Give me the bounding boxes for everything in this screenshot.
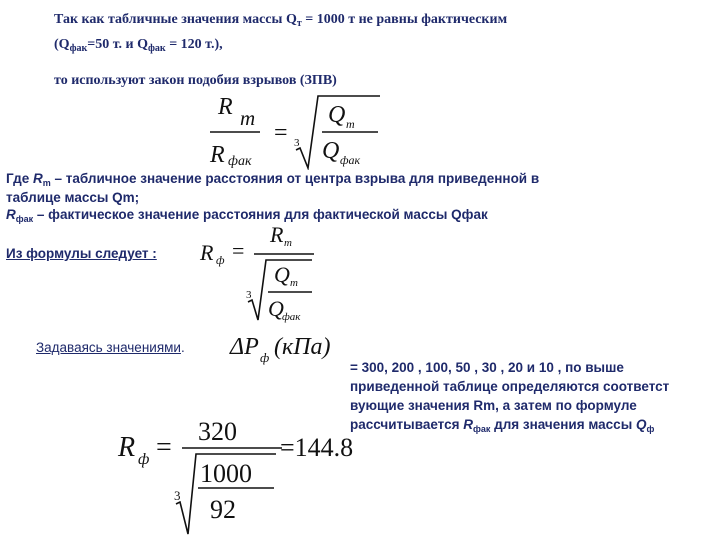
svg-text:R: R bbox=[218, 94, 233, 120]
svg-text:Q: Q bbox=[328, 102, 346, 128]
svg-text:3: 3 bbox=[174, 488, 181, 503]
svg-text:1000: 1000 bbox=[200, 459, 252, 488]
svg-text:m: m bbox=[346, 117, 355, 131]
svg-text:фак: фак bbox=[228, 154, 252, 169]
definition-rfak: $R_{фак}$ – фактическое значение расстояния для фактической массы Qфак bbox=[6, 207, 488, 224]
svg-text:92: 92 bbox=[210, 495, 236, 524]
heading-line-1: Так как табличные значения массы $Q_т = 1000$ т не равны фактическим bbox=[54, 12, 508, 29]
svg-text:Q: Q bbox=[322, 138, 340, 164]
svg-text:m: m bbox=[284, 237, 292, 249]
svg-text:320: 320 bbox=[198, 417, 237, 446]
svg-text:ф: ф bbox=[260, 350, 270, 365]
svg-text:фак: фак bbox=[282, 311, 301, 323]
definition-rm: Где $R_m$ – табличное значение расстояния от центра взрыва для приведенной в таблице массы Qm; bbox=[6, 171, 540, 205]
svg-text:=: = bbox=[274, 120, 288, 146]
svg-text:(кПа): (кПа) bbox=[274, 334, 331, 360]
svg-text:R: R bbox=[200, 240, 214, 265]
svg-text:=144.8: =144.8 bbox=[280, 433, 354, 462]
svg-text:фак: фак bbox=[340, 153, 361, 167]
given-label: Задаваясь значениями. bbox=[36, 340, 185, 355]
rphi-calculation-formula bbox=[116, 410, 356, 538]
svg-text:Q: Q bbox=[268, 296, 284, 321]
svg-text:=: = bbox=[156, 432, 172, 463]
svg-text:R: R bbox=[210, 142, 225, 168]
heading-line-2: ($Q_{фак}=50$ т. и $Q_{фак} = 120$ т.), bbox=[54, 37, 223, 54]
svg-text:R: R bbox=[118, 432, 136, 463]
svg-text:3: 3 bbox=[294, 137, 300, 149]
svg-text:ф: ф bbox=[216, 253, 225, 267]
svg-text:=: = bbox=[232, 238, 245, 263]
svg-text:R: R bbox=[270, 222, 284, 247]
heading-line-3: то используют закон подобия взрывов (ЗПВ) bbox=[54, 73, 337, 88]
svg-text:3: 3 bbox=[246, 289, 252, 301]
explanation-paragraph: = 300, 200 , 100, 50 , 30 , 20 и 10 , по выше приведенной таблице определяются соответст вующие значения Rm, а затем по формуле рассчитывается $R_{фак}$ для значения массы $Q_ф$ bbox=[350, 360, 670, 434]
svg-text:ф: ф bbox=[138, 451, 150, 468]
rphi-formula bbox=[196, 220, 326, 325]
svg-text:m: m bbox=[290, 277, 298, 289]
svg-text:Q: Q bbox=[274, 262, 290, 287]
similarity-law-formula bbox=[200, 92, 390, 170]
svg-text:m: m bbox=[240, 106, 256, 130]
svg-text:ΔP: ΔP bbox=[230, 334, 259, 360]
follows-label: Из формулы следует : bbox=[6, 246, 157, 261]
pressure-symbol bbox=[226, 328, 356, 370]
